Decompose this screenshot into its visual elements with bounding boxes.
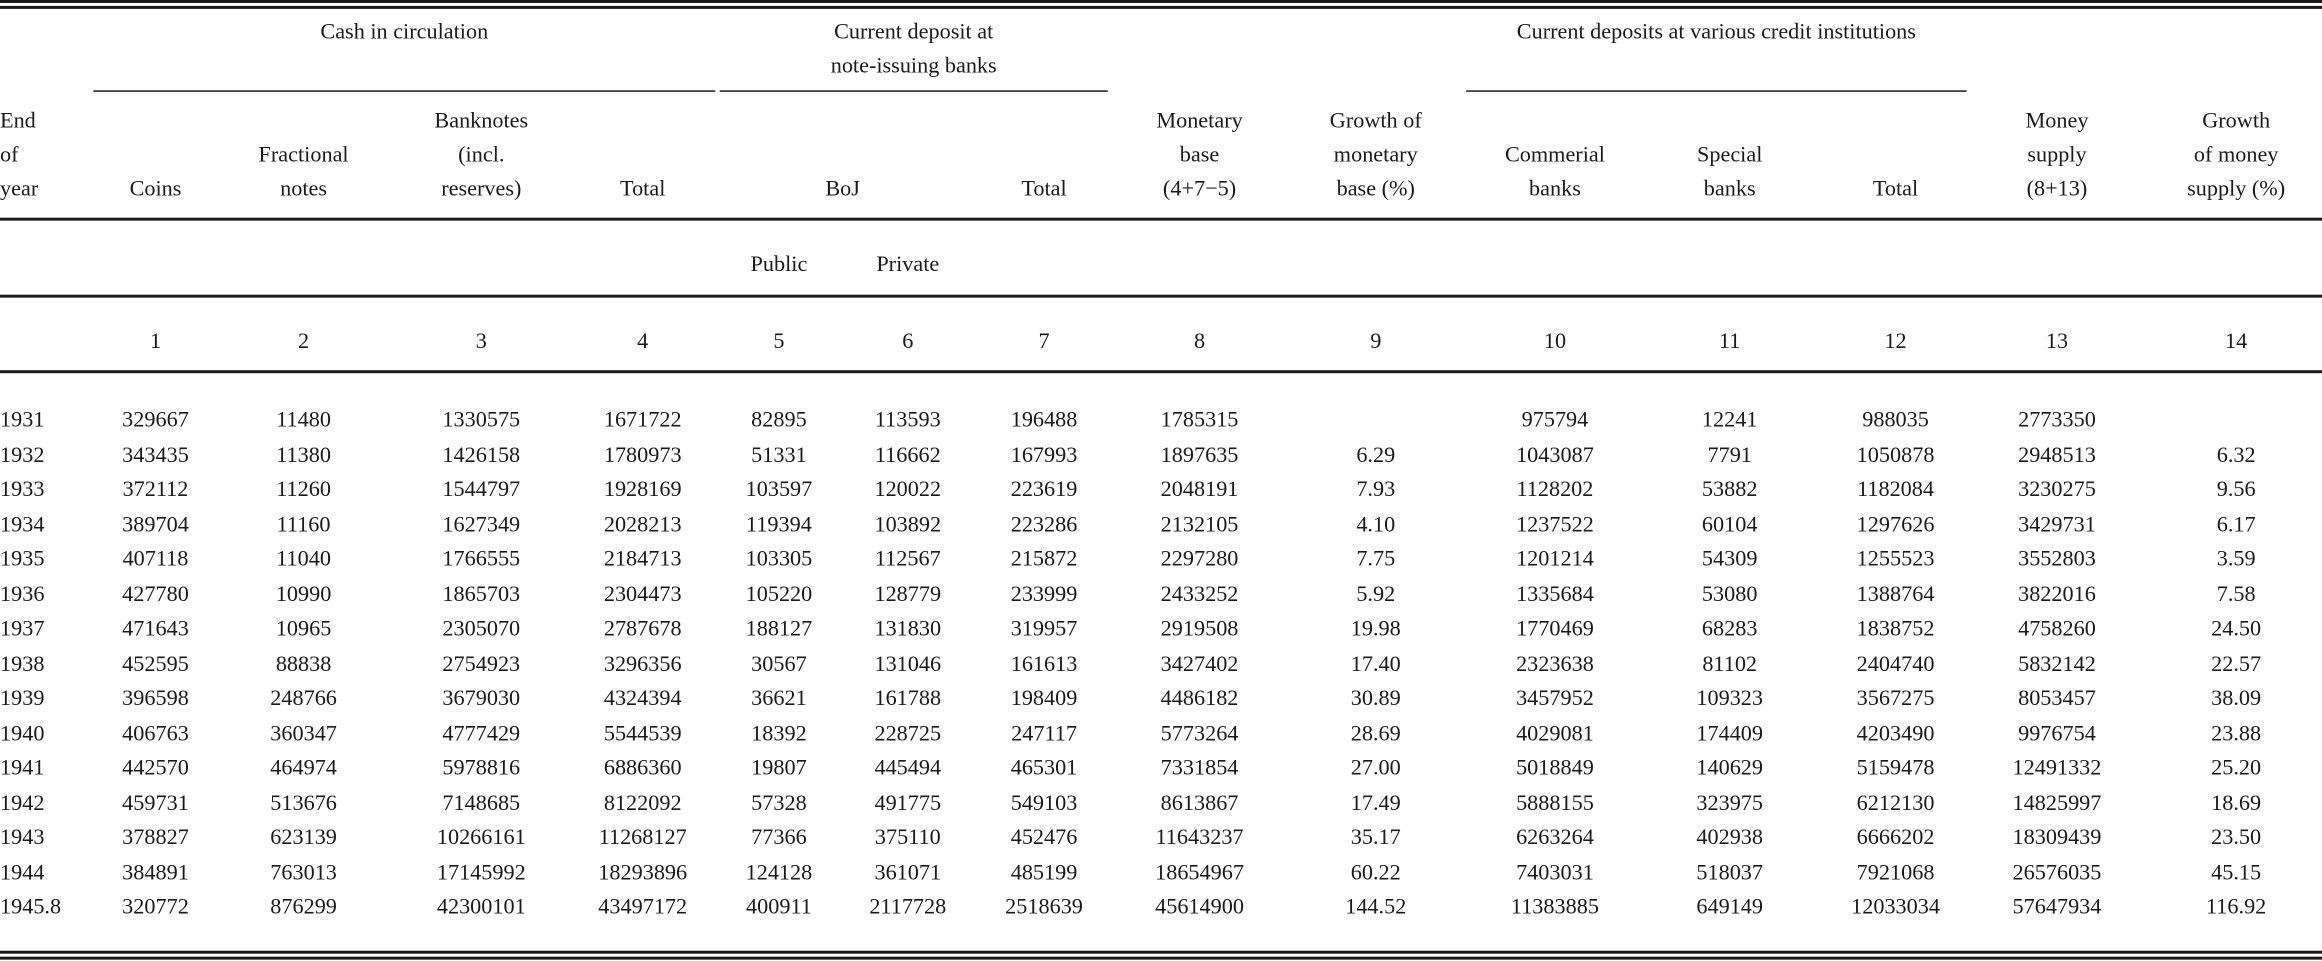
value-cell: 3429731: [2018, 513, 2096, 537]
value-cell: 876299: [270, 895, 337, 920]
value-cell: 402938: [1696, 826, 1764, 851]
value-cell: 19.98: [1350, 617, 1401, 642]
table-row: [0, 648, 2322, 682]
value-cell: 233999: [1010, 582, 1078, 607]
value-cell: 2304473: [603, 582, 682, 607]
value-cell: 471643: [122, 617, 189, 642]
subheader-private: Private: [876, 253, 940, 277]
value-cell: 406763: [122, 721, 189, 746]
value-cell: 2518639: [1005, 895, 1083, 920]
column-number: 3: [475, 330, 487, 354]
value-cell: 144.52: [1345, 895, 1407, 920]
value-cell: 3427402: [1160, 652, 1239, 677]
group-span-rule: [93, 90, 715, 91]
column-number: 11: [1718, 330, 1741, 354]
value-cell: 329667: [122, 408, 189, 433]
value-cell: 8613867: [1160, 791, 1239, 816]
bottom-rule-outer: [0, 957, 2322, 960]
value-cell: 124128: [745, 861, 813, 885]
value-cell: 7791: [1707, 443, 1752, 468]
value-cell: 105220: [745, 582, 813, 607]
value-cell: 131046: [874, 652, 942, 677]
value-cell: 103892: [874, 513, 942, 537]
value-cell: 11040: [276, 547, 331, 572]
value-cell: 53080: [1701, 582, 1758, 607]
group-span-rule: [1466, 90, 1967, 91]
value-cell: 17.49: [1350, 791, 1401, 816]
year-cell: 1939: [0, 687, 45, 711]
column-header-label: banks: [1529, 177, 1581, 202]
value-cell: 2948513: [2018, 443, 2096, 468]
value-cell: 1255523: [1856, 547, 1935, 572]
value-cell: 988035: [1862, 408, 1929, 433]
value-cell: 68283: [1701, 617, 1758, 642]
year-cell: 1936: [0, 582, 45, 607]
value-cell: 19807: [751, 756, 807, 781]
value-cell: 549103: [1010, 791, 1078, 816]
value-cell: 1671722: [603, 408, 682, 433]
value-cell: 228725: [874, 721, 942, 746]
column-number: 13: [2045, 330, 2069, 354]
bottom-rule-inner: [0, 951, 2322, 953]
year-cell: 1932: [0, 443, 45, 468]
value-cell: 51331: [751, 443, 807, 468]
column-header-label: Fractional: [258, 143, 349, 168]
value-cell: 11160: [276, 513, 331, 537]
value-cell: 1865703: [442, 582, 521, 607]
value-cell: 2184713: [603, 547, 682, 572]
value-cell: 18.69: [2211, 791, 2262, 816]
value-cell: 18293896: [598, 861, 688, 885]
subheader-rule: [0, 295, 2322, 297]
table-row: [0, 717, 2322, 751]
value-cell: 975794: [1521, 408, 1589, 433]
column-header-label: banks: [1703, 177, 1756, 202]
column-number: 14: [2225, 330, 2248, 354]
value-cell: 120022: [874, 478, 942, 503]
value-cell: 11383885: [1510, 895, 1599, 920]
value-cell: 30.89: [1350, 687, 1401, 711]
group-header-label: Current deposit at: [834, 20, 994, 45]
year-cell: 1945.8: [0, 895, 62, 920]
value-cell: 1237522: [1516, 513, 1594, 537]
value-cell: 4777429: [442, 721, 521, 746]
table-row: [0, 404, 2322, 438]
value-cell: 360347: [270, 721, 337, 746]
value-cell: 2404740: [1856, 652, 1935, 677]
value-cell: 323975: [1696, 791, 1764, 816]
value-cell: 9976754: [2018, 721, 2096, 746]
value-cell: 459731: [122, 791, 189, 816]
value-cell: 3296356: [603, 652, 682, 677]
value-cell: 372112: [122, 478, 189, 503]
column-number: 6: [902, 330, 914, 354]
table-row: [0, 613, 2322, 647]
column-number: 10: [1543, 330, 1567, 354]
value-cell: 7.58: [2216, 582, 2256, 607]
table-row: [0, 474, 2322, 508]
value-cell: 116662: [874, 443, 941, 468]
column-header-label: base (%): [1336, 177, 1415, 202]
column-header-label: Growth: [2202, 109, 2271, 134]
value-cell: 7.93: [1356, 478, 1396, 503]
column-header-label: of money: [2193, 143, 2279, 168]
value-cell: 42300101: [436, 895, 526, 920]
value-cell: 7.75: [1356, 547, 1396, 572]
value-cell: 6263264: [1516, 826, 1594, 851]
value-cell: 113593: [874, 408, 941, 433]
column-number: 4: [637, 330, 649, 354]
value-cell: 1544797: [442, 478, 521, 503]
value-cell: 2028213: [603, 513, 682, 537]
value-cell: 109323: [1696, 687, 1764, 711]
column-header-label: Coins: [129, 177, 182, 202]
value-cell: 18309439: [2012, 826, 2102, 851]
value-cell: 2305070: [442, 617, 521, 642]
group-header-label: Cash in circulation: [320, 20, 489, 45]
table-row: [0, 543, 2322, 577]
value-cell: 378827: [122, 826, 189, 851]
column-number: 8: [1193, 330, 1206, 354]
table-row: [0, 752, 2322, 786]
value-cell: 5832142: [2018, 652, 2096, 677]
value-cell: 35.17: [1350, 826, 1401, 851]
value-cell: 2433252: [1160, 582, 1239, 607]
value-cell: 28.69: [1350, 721, 1401, 746]
value-cell: 188127: [745, 617, 813, 642]
column-number: 7: [1038, 330, 1050, 354]
value-cell: 223619: [1010, 478, 1078, 503]
value-cell: 45614900: [1155, 895, 1244, 920]
column-header-label: reserves): [441, 177, 522, 202]
value-cell: 247117: [1011, 721, 1077, 746]
value-cell: 465301: [1010, 756, 1078, 781]
value-cell: 1426158: [442, 443, 521, 468]
column-header-label: Growth of: [1329, 109, 1422, 134]
value-cell: 223286: [1010, 513, 1078, 537]
value-cell: 2297280: [1160, 547, 1239, 572]
value-cell: 174409: [1696, 721, 1764, 746]
column-number: 2: [298, 330, 310, 354]
value-cell: 112567: [874, 547, 941, 572]
column-header-label: Commerial: [1504, 143, 1605, 168]
value-cell: 396598: [122, 687, 189, 711]
value-cell: 17145992: [436, 861, 526, 885]
year-cell: 1940: [0, 721, 45, 746]
value-cell: 1838752: [1856, 617, 1935, 642]
column-header-label: (8+13): [2026, 177, 2088, 202]
value-cell: 1770469: [1516, 617, 1594, 642]
value-cell: 196488: [1010, 408, 1078, 433]
column-header-label: Money: [2025, 109, 2089, 134]
value-cell: 1128202: [1516, 478, 1594, 503]
value-cell: 14825997: [2012, 791, 2102, 816]
value-cell: 6666202: [1856, 826, 1935, 851]
value-cell: 57647934: [2012, 895, 2102, 920]
group-span-rule: [720, 90, 1108, 91]
value-cell: 248766: [270, 687, 337, 711]
value-cell: 1766555: [442, 547, 521, 572]
value-cell: 12033034: [1851, 895, 1940, 920]
table-row: [0, 439, 2322, 473]
value-cell: 1050878: [1856, 443, 1935, 468]
table-row: [0, 683, 2322, 717]
value-cell: 5018849: [1516, 756, 1594, 781]
value-cell: 11480: [276, 408, 331, 433]
table-row: [0, 892, 2322, 926]
table-row: [0, 578, 2322, 612]
value-cell: 485199: [1010, 861, 1078, 885]
value-cell: 10266161: [436, 826, 526, 851]
value-cell: 491775: [874, 791, 942, 816]
value-cell: 445494: [874, 756, 942, 781]
column-header-label: notes: [280, 177, 328, 202]
value-cell: 9.56: [2216, 478, 2256, 503]
value-cell: 3552803: [2018, 547, 2096, 572]
value-cell: 12491332: [2012, 756, 2102, 781]
value-cell: 1182084: [1857, 478, 1935, 503]
group-header-label: Current deposits at various credit institutions: [1516, 20, 1916, 45]
value-cell: 763013: [270, 861, 337, 885]
value-cell: 464974: [270, 756, 337, 781]
value-cell: 407118: [122, 547, 189, 572]
value-cell: 7148685: [442, 791, 521, 816]
value-cell: 389704: [122, 513, 189, 537]
value-cell: 361071: [874, 861, 942, 885]
value-cell: 375110: [874, 826, 941, 851]
value-cell: 10990: [275, 582, 332, 607]
value-cell: 623139: [270, 826, 337, 851]
value-cell: 400911: [746, 895, 812, 920]
value-cell: 161613: [1010, 652, 1078, 677]
value-cell: 116.92: [2206, 895, 2267, 920]
value-cell: 320772: [122, 895, 189, 920]
table-row: [0, 857, 2322, 891]
year-cell: 1934: [0, 513, 45, 537]
value-cell: 36621: [751, 687, 807, 711]
table-row: [0, 822, 2322, 856]
value-cell: 2754923: [442, 652, 521, 677]
year-cell: 1937: [0, 617, 45, 642]
value-cell: 3457952: [1516, 687, 1594, 711]
value-cell: 5159478: [1856, 756, 1935, 781]
value-cell: 5773264: [1160, 721, 1239, 746]
value-cell: 513676: [270, 791, 337, 816]
value-cell: 2919508: [1160, 617, 1239, 642]
value-cell: 1627349: [442, 513, 521, 537]
value-cell: 128779: [874, 582, 942, 607]
value-cell: 427780: [122, 582, 189, 607]
column-header-label: (incl.: [458, 143, 505, 168]
table-row: [0, 787, 2322, 821]
year-cell: 1931: [0, 408, 45, 433]
value-cell: 17.40: [1350, 652, 1401, 677]
value-cell: 11260: [276, 478, 331, 503]
value-cell: 5888155: [1516, 791, 1594, 816]
value-cell: 6.17: [2216, 513, 2256, 537]
value-cell: 82895: [751, 408, 807, 433]
value-cell: 38.09: [2211, 687, 2262, 711]
value-cell: 198409: [1010, 687, 1078, 711]
year-cell: 1933: [0, 478, 45, 503]
value-cell: 140629: [1696, 756, 1764, 781]
value-cell: 54309: [1701, 547, 1758, 572]
value-cell: 1388764: [1856, 582, 1935, 607]
value-cell: 24.50: [2211, 617, 2262, 642]
year-header-label: year: [0, 177, 39, 202]
value-cell: 4486182: [1160, 687, 1239, 711]
value-cell: 3822016: [2018, 582, 2096, 607]
value-cell: 45.15: [2211, 861, 2262, 885]
value-cell: 23.88: [2211, 721, 2262, 746]
value-cell: 2773350: [2018, 408, 2096, 433]
value-cell: 4758260: [2018, 617, 2096, 642]
value-cell: 3230275: [2018, 478, 2096, 503]
column-number-rule: [0, 370, 2322, 372]
value-cell: 88838: [275, 652, 332, 677]
column-header-label: base: [1179, 143, 1220, 168]
value-cell: 12241: [1701, 408, 1758, 433]
value-cell: 1785315: [1160, 408, 1239, 433]
value-cell: 11643237: [1155, 826, 1244, 851]
column-header-label: Special: [1696, 143, 1763, 168]
value-cell: 1928169: [603, 478, 682, 503]
value-cell: 8122092: [603, 791, 682, 816]
value-cell: 1330575: [442, 408, 521, 433]
column-header-label: Total: [1021, 177, 1067, 202]
value-cell: 6.29: [1356, 443, 1396, 468]
value-cell: 103597: [745, 478, 813, 503]
value-cell: 7331854: [1160, 756, 1239, 781]
column-number: 12: [1884, 330, 1907, 354]
boj-header-label: BoJ: [825, 177, 860, 202]
value-cell: 57328: [751, 791, 807, 816]
value-cell: 25.20: [2211, 756, 2262, 781]
year-cell: 1938: [0, 652, 45, 677]
value-cell: 452476: [1010, 826, 1078, 851]
value-cell: 11268127: [598, 826, 687, 851]
value-cell: 1780973: [603, 443, 682, 468]
column-header-label: supply (%): [2187, 177, 2286, 202]
value-cell: 6886360: [603, 756, 682, 781]
value-cell: 319957: [1010, 617, 1078, 642]
value-cell: 4.10: [1356, 513, 1396, 537]
year-cell: 1943: [0, 826, 45, 851]
value-cell: 1297626: [1856, 513, 1935, 537]
value-cell: 119394: [746, 513, 812, 537]
value-cell: 103305: [745, 547, 813, 572]
value-cell: 2117728: [869, 895, 947, 920]
header-rule: [0, 218, 2322, 220]
value-cell: 4324394: [603, 687, 682, 711]
value-cell: 649149: [1696, 895, 1764, 920]
value-cell: 43497172: [598, 895, 688, 920]
table-row: [0, 509, 2322, 543]
column-header-label: (4+7−5): [1162, 177, 1237, 202]
year-cell: 1942: [0, 791, 45, 816]
value-cell: 60104: [1701, 513, 1758, 537]
column-number: 5: [773, 330, 785, 354]
value-cell: 7921068: [1856, 861, 1935, 885]
value-cell: 384891: [122, 861, 189, 885]
value-cell: 452595: [122, 652, 189, 677]
value-cell: 6.32: [2216, 443, 2256, 468]
value-cell: 2323638: [1516, 652, 1594, 677]
value-cell: 4029081: [1516, 721, 1594, 746]
year-header-label: End: [0, 109, 36, 134]
year-cell: 1944: [0, 861, 45, 885]
value-cell: 27.00: [1350, 756, 1401, 781]
value-cell: 7403031: [1516, 861, 1594, 885]
value-cell: 161788: [874, 687, 942, 711]
column-header-label: monetary: [1333, 143, 1418, 168]
value-cell: 5544539: [603, 721, 682, 746]
value-cell: 442570: [122, 756, 189, 781]
value-cell: 8053457: [2018, 687, 2096, 711]
value-cell: 215872: [1010, 547, 1078, 572]
value-cell: 5978816: [442, 756, 521, 781]
value-cell: 5.92: [1356, 582, 1396, 607]
value-cell: 3679030: [442, 687, 521, 711]
year-cell: 1941: [0, 756, 45, 781]
value-cell: 343435: [122, 443, 189, 468]
value-cell: 18654967: [1155, 861, 1244, 885]
column-number: 9: [1370, 330, 1382, 354]
value-cell: 1043087: [1516, 443, 1594, 468]
value-cell: 1897635: [1160, 443, 1239, 468]
value-cell: 2048191: [1160, 478, 1239, 503]
value-cell: 4203490: [1856, 721, 1935, 746]
top-rule-inner: [0, 6, 2322, 8]
value-cell: 131830: [874, 617, 942, 642]
value-cell: 18392: [751, 721, 807, 746]
value-cell: 30567: [751, 652, 807, 677]
year-cell: 1935: [0, 547, 45, 572]
column-header-label: Total: [1872, 177, 1919, 202]
column-header-label: Banknotes: [434, 109, 529, 134]
value-cell: 1335684: [1516, 582, 1594, 607]
value-cell: 2787678: [603, 617, 682, 642]
column-header-label: Monetary: [1156, 109, 1243, 134]
value-cell: 53882: [1701, 478, 1758, 503]
value-cell: 2132105: [1160, 513, 1239, 537]
value-cell: 1201214: [1516, 547, 1594, 572]
value-cell: 81102: [1702, 652, 1758, 677]
value-cell: 3.59: [2216, 547, 2256, 572]
column-header-label: supply: [2027, 143, 2087, 168]
value-cell: 23.50: [2211, 826, 2262, 851]
value-cell: 11380: [276, 443, 331, 468]
column-number: 1: [149, 330, 162, 354]
value-cell: 77366: [751, 826, 807, 851]
value-cell: 6212130: [1856, 791, 1935, 816]
group-header-label: note-issuing banks: [830, 54, 997, 79]
subheader-public: Public: [750, 253, 808, 277]
value-cell: 22.57: [2211, 652, 2262, 677]
top-rule-outer: [0, 0, 2322, 3]
value-cell: 167993: [1010, 443, 1078, 468]
value-cell: 26576035: [2012, 861, 2102, 885]
value-cell: 518037: [1696, 861, 1764, 885]
year-header-label: of: [0, 143, 19, 168]
column-header-label: Total: [620, 177, 666, 202]
value-cell: 60.22: [1350, 861, 1401, 885]
value-cell: 10965: [275, 617, 332, 642]
value-cell: 3567275: [1856, 687, 1935, 711]
